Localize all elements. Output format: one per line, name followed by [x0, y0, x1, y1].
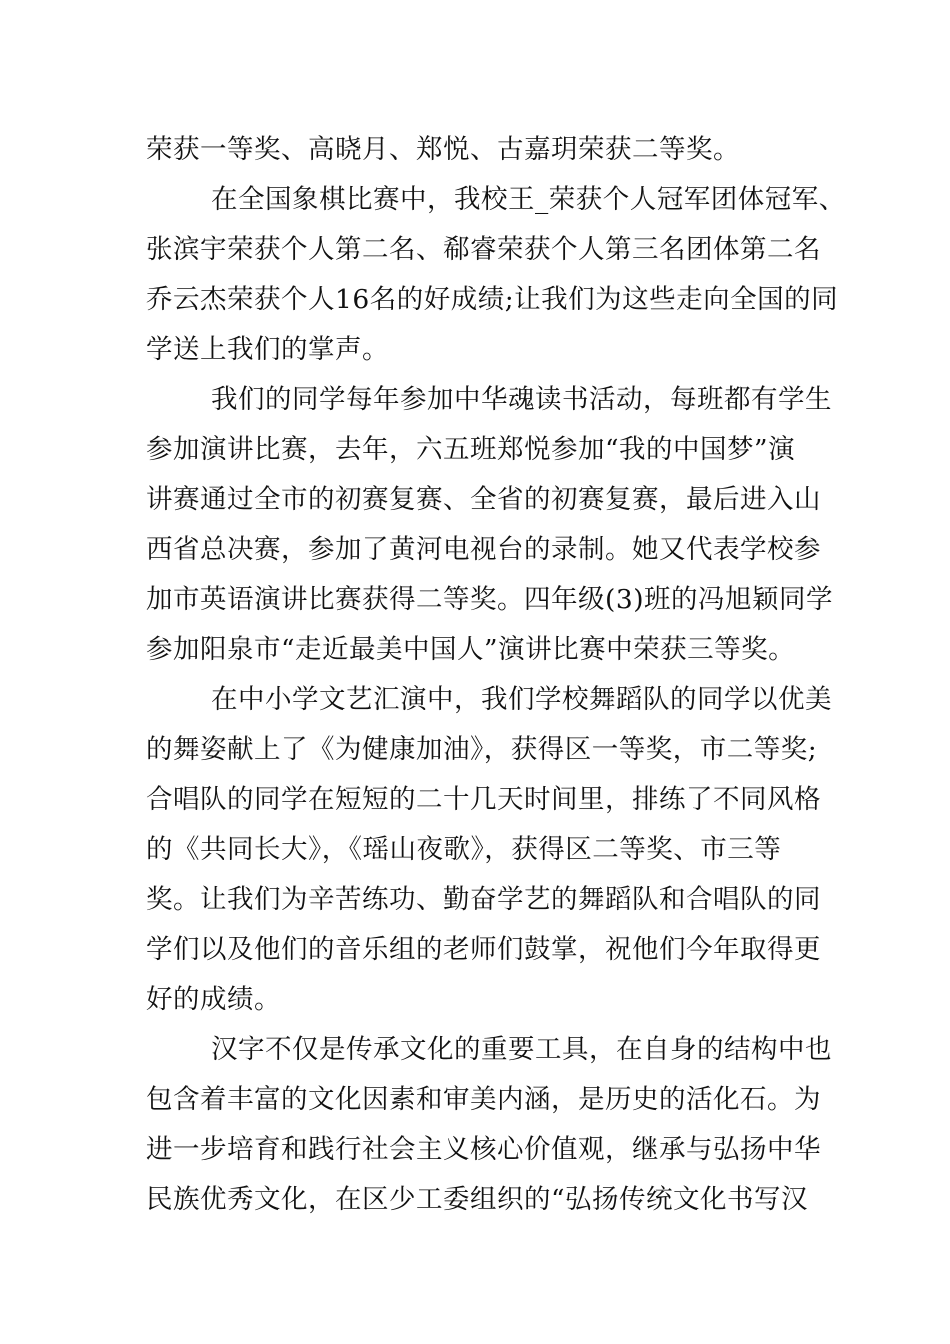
text-line: 学们以及他们的音乐组的老师们鼓掌，祝他们今年取得更: [146, 934, 821, 965]
text-line: 包含着丰富的文化因素和审美内涵，是历史的活化石。为: [146, 1084, 821, 1115]
paragraph-start-line: 我们的同学每年参加中华魂读书活动，每班都有学生: [211, 384, 832, 415]
text-line: 学送上我们的掌声。: [146, 334, 389, 365]
text-line: 加市英语演讲比赛获得二等奖。四年级(3)班的冯旭颖同学: [146, 584, 834, 615]
text-line: 乔云杰荣获个人16名的好成绩;让我们为这些走向全国的同: [146, 284, 839, 315]
text-line: 讲赛通过全市的初赛复赛、全省的初赛复赛，最后进入山: [146, 484, 821, 515]
text-line: 参加阳泉市“走近最美中国人”演讲比赛中荣获三等奖。: [146, 634, 796, 665]
text-line: 合唱队的同学在短短的二十几天时间里，排练了不同风格: [146, 784, 821, 815]
text-line: 张滨宇荣获个人第二名、郗睿荣获个人第三名团体第二名: [146, 234, 821, 265]
text-line: 荣获一等奖、高晓月、郑悦、古嘉玥荣获二等奖。: [146, 134, 740, 165]
text-line: 的舞姿献上了《为健康加油》，获得区一等奖，市二等奖;: [146, 734, 818, 765]
text-line: 进一步培育和践行社会主义核心价值观，继承与弘扬中华: [146, 1134, 821, 1165]
text-line: 的《共同长大》，《瑶山夜歌》，获得区二等奖、市三等: [146, 834, 782, 865]
paragraph-start-line: 在全国象棋比赛中，我校王_荣获个人冠军团体冠军、: [211, 184, 846, 215]
text-line: 好的成绩。: [146, 984, 281, 1015]
text-line: 民族优秀文化，在区少工委组织的“弘扬传统文化书写汉: [146, 1184, 809, 1215]
paragraph-start-line: 在中小学文艺汇演中，我们学校舞蹈队的同学以优美: [211, 684, 832, 715]
text-line: 参加演讲比赛，去年，六五班郑悦参加“我的中国梦”演: [146, 434, 796, 465]
text-line: 西省总决赛，参加了黄河电视台的录制。她又代表学校参: [146, 534, 821, 565]
paragraph-start-line: 汉字不仅是传承文化的重要工具，在自身的结构中也: [211, 1034, 832, 1065]
text-line: 奖。让我们为辛苦练功、勤奋学艺的舞蹈队和合唱队的同: [146, 884, 821, 915]
